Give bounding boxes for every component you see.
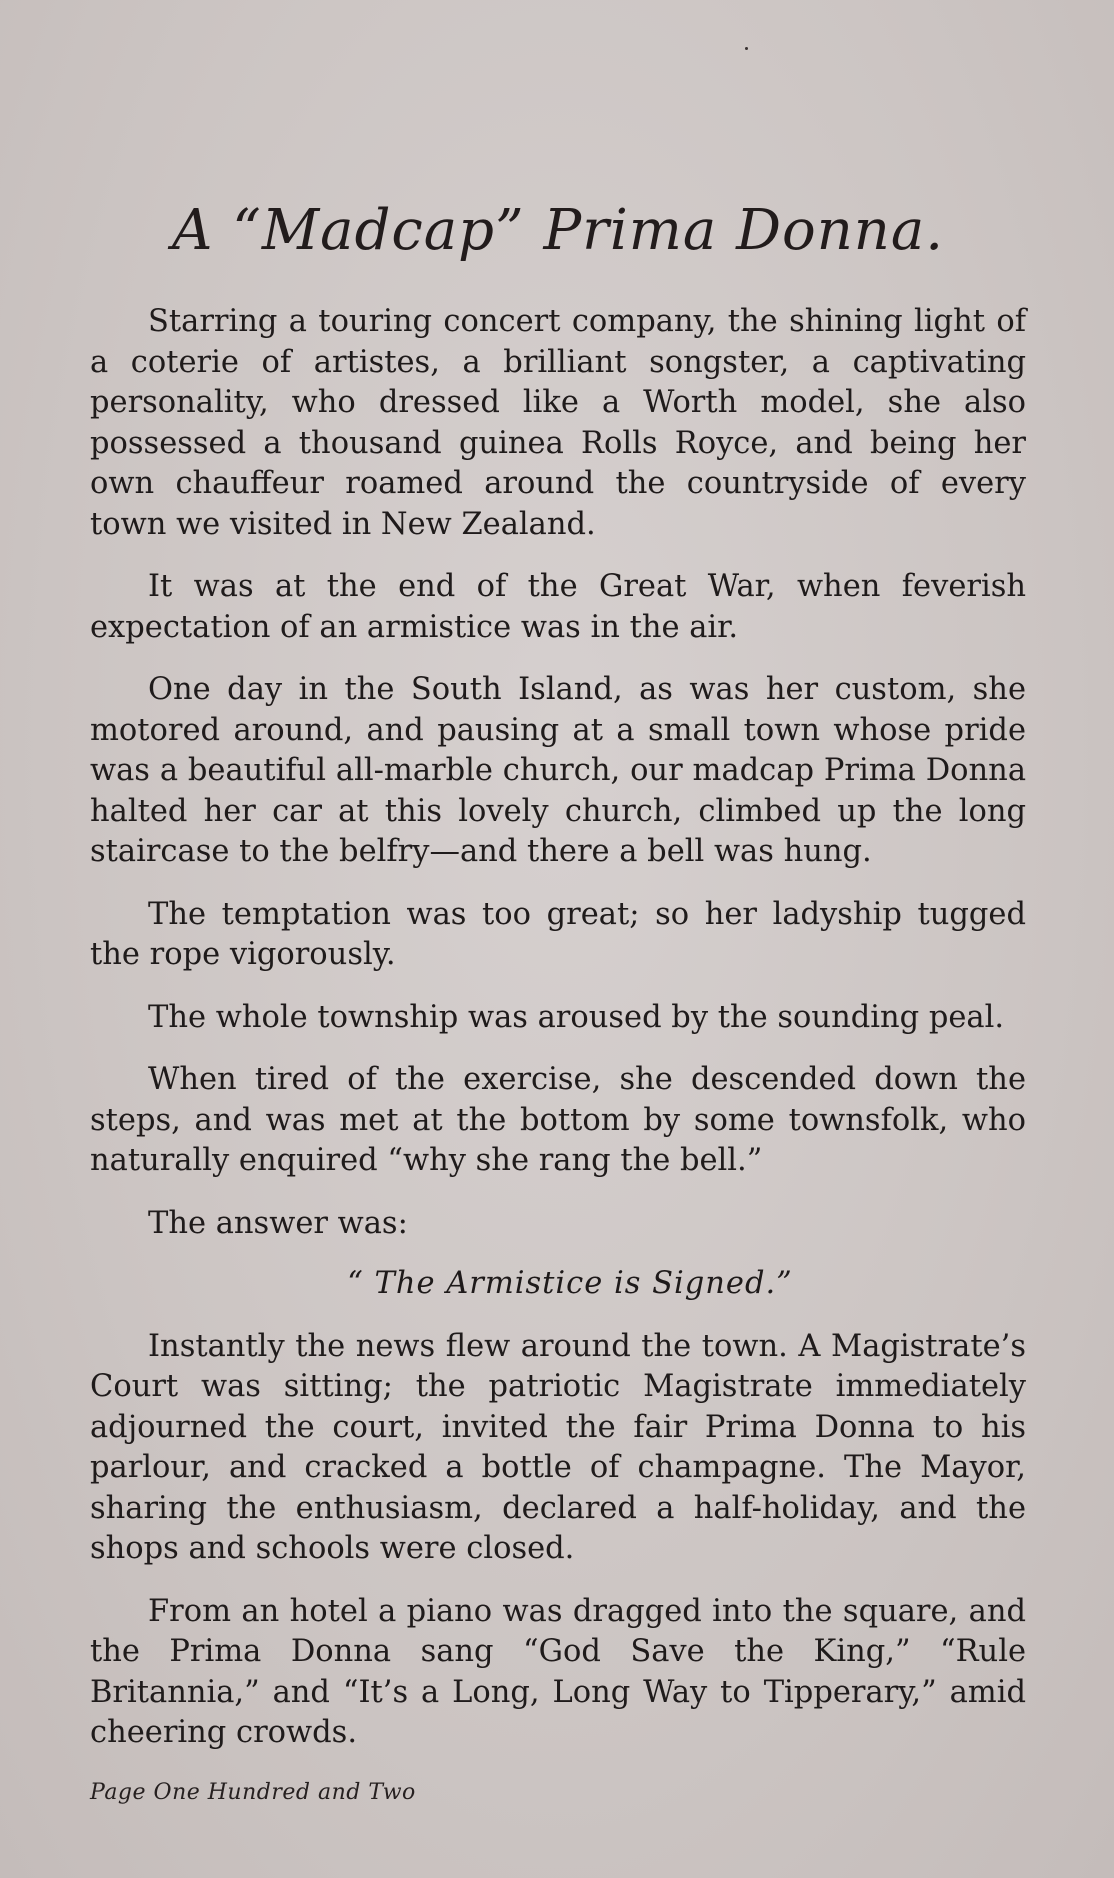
- paragraph-1: Starring a touring concert company, the shining light of a coterie of artistes, a brilliant songster, a captivating personality, who dressed like a Worth model, she also possessed a thousand guinea Rolls Royce, and being her own chauffeur roamed around the countryside of every town we visited in New Zealand.: [90, 304, 1026, 542]
- paragraph-4: The temptation was too great; so her ladyship tugged the rope vigorously.: [90, 896, 1026, 972]
- armistice-quote: “ The Armistice is Signed.”: [347, 1266, 793, 1301]
- page-number-footer: Page One Hundred and Two: [90, 1780, 416, 1805]
- paragraph-3: One day in the South Island, as was her custom, she motored around, and pausing at a small town whose pride was a beautiful all-marble church, our madcap Prima Donna halted her car at this lovely church, climbed up the long staircase to the belfry—and there a bell was hung.: [90, 672, 1026, 869]
- paragraph-5: The whole township was aroused by the sounding peal.: [148, 999, 1005, 1035]
- paragraph-7: The answer was:: [148, 1205, 408, 1241]
- page-body: [90, 302, 1026, 1776]
- book-page: [90, 0, 1026, 1878]
- paragraph-2: It was at the end of the Great War, when feverish expectation of an armistice was in the air.: [90, 569, 1026, 645]
- paragraph-9: From an hotel a piano was dragged into the square, and the Prima Donna sang “God Save the King,” “Rule Britannia,” and “It’s a Long, Long Way to Tipperary,” amid cheering crowds.: [90, 1593, 1026, 1750]
- page-title: A “Madcap” Prima Donna.: [171, 198, 945, 263]
- paragraph-6: When tired of the exercise, she descended down the steps, and was met at the bottom by some townsfolk, who naturally enquired “why she rang the bell.”: [90, 1062, 1026, 1178]
- paragraph-8: Instantly the news flew around the town. A Magistrate’s Court was sitting; the patriotic Magistrate immediately adjourned the court, invited the fair Prima Donna to his parlour, and cracked a bottle of champagne. The Mayor, sharing the enthusiasm, declared a half-holiday, and the shops and schools were closed.: [90, 1328, 1026, 1566]
